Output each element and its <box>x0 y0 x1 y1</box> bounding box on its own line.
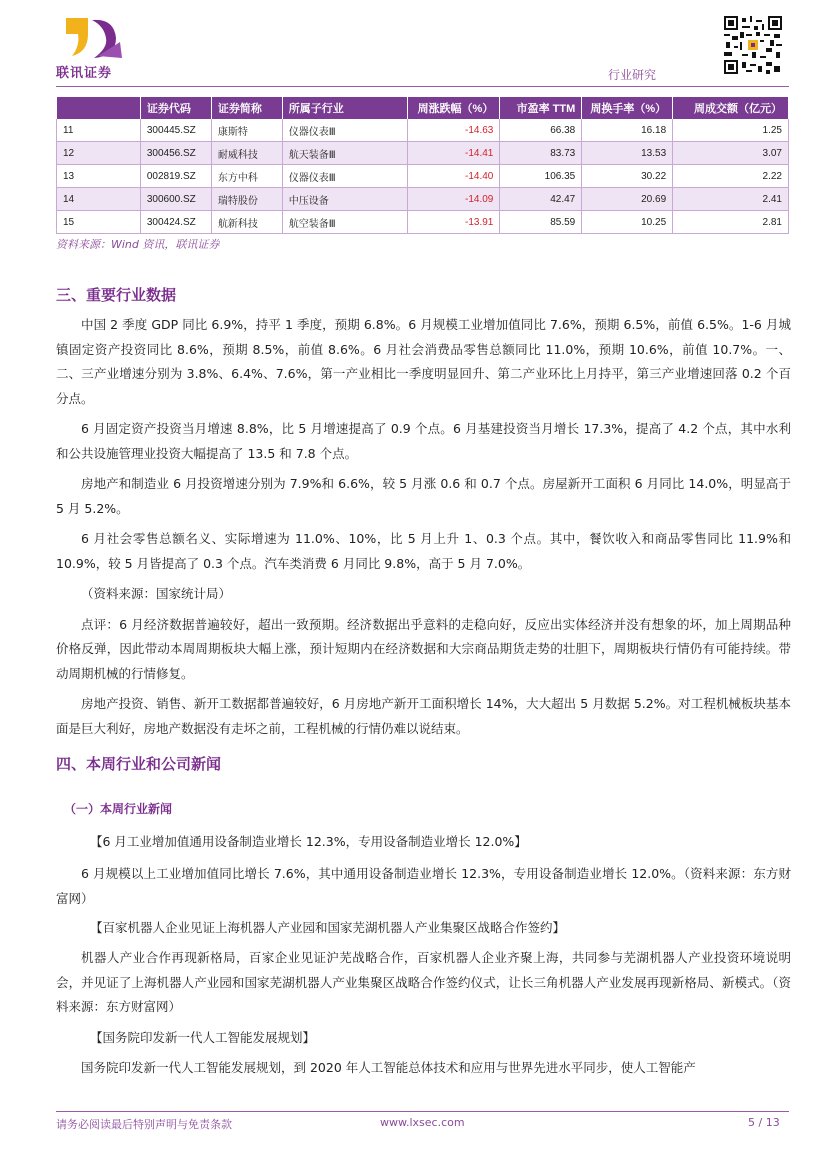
footer-divider <box>56 1111 789 1112</box>
cell-index: 11 <box>57 119 141 142</box>
paragraph: 6 月规模以上工业增加值同比增长 7.6%，其中通用设备制造业增长 12.3%，专用设备制造业增长 12.0%。（资料来源：东方财富网） <box>56 866 791 906</box>
paragraph: 机器人产业合作再现新格局，百家企业见证沪芜战略合作，百家机器人企业齐聚上海，共同参与芜湖机器人产业投资环境说明会，并见证了上海机器人产业园和国家芜湖机器人产业集聚区战略合作签约仪式，让长三角机器人产业发展再现新格局、新模式。（资料来源：东方财富网） <box>56 950 791 1014</box>
cell-pe-ttm: 42.47 <box>500 188 582 211</box>
cell-name: 耐威科技 <box>211 142 282 165</box>
table-row <box>57 211 789 234</box>
cell-code: 002819.SZ <box>140 165 211 188</box>
cell-volume: 3.07 <box>673 142 789 165</box>
cell-turnover: 10.25 <box>582 211 673 234</box>
table-row <box>57 165 789 188</box>
cell-code: 300600.SZ <box>140 188 211 211</box>
col-header-subindustry: 所属子行业 <box>282 97 408 119</box>
stock-table <box>56 97 789 234</box>
source-note: （资料来源：国家统计局） <box>81 586 232 601</box>
cell-name: 航新科技 <box>211 211 282 234</box>
col-header-pe-ttm: 市盈率 TTM <box>500 97 582 119</box>
table-source-note: 资料来源：Wind 资讯，联讯证券 <box>56 238 220 251</box>
cell-subindustry: 仪器仪表Ⅲ <box>282 165 408 188</box>
section-title-industry-data: 三、重要行业数据 <box>56 286 177 304</box>
news-body <box>56 1056 791 1081</box>
paragraph: 点评：6 月经济数据普遍较好，超出一致预期。经济数据出乎意料的走稳向好，反应出实体经济并没有想象的坏，加上周期品种价格反弹，因此带动本周周期板块大幅上涨，预计短期内在经济数据和大宗商品期货走势的壮胆下，周期板块行情仍有可能持续。带动周期机械的行情修复。 <box>56 616 791 681</box>
paragraph: 中国 2 季度 GDP 同比 6.9%，持平 1 季度，预期 6.8%。6 月规模工业增加值同比 7.6%，预期 6.5%，前值 6.5%。1-6 月城镇固定资产投资同比 8.6%，预期 8.5%，前值 8.6%。6 月社会消费品零售总额同比 11.0%，预期 10.6%，前值 10.7%。一、二、三产业增速分别为 3.8%、6.4%、7.6%，第一产业相比一季度明显回升、第二产业环比上月持平，第三产业增速回落 0.2 个百分点。 <box>56 317 791 406</box>
section-industry-data-body <box>56 313 791 741</box>
cell-weekly-change: -13.91 <box>408 211 500 234</box>
news-body <box>56 862 791 911</box>
cell-pe-ttm: 106.35 <box>500 165 582 188</box>
cell-weekly-change: -14.40 <box>408 165 500 188</box>
col-header-weekly-change: 周涨跌幅（%） <box>408 97 500 119</box>
table-header-row <box>57 97 789 119</box>
cell-index: 14 <box>57 188 141 211</box>
news-title: 【6 月工业增加值通用设备制造业增长 12.3%，专用设备制造业增长 12.0%】 <box>90 834 527 849</box>
paragraph: 6 月固定资产投资当月增速 8.8%，比 5 月增速提高了 0.9 个点。6 月基建投资当月增长 17.3%，提高了 4.2 个点，其中水利和公共设施管理业投资大幅提高了 13.5 和 7.8 个点。 <box>56 421 791 461</box>
paragraph: 房地产投资、销售、新开工数据都普遍较好，6 月房地产新开工面积增长 14%，大大超出 5 月数据 5.2%。对工程机械板块基本面是巨大利好，房地产数据没有走坏之前，工程机械的行情仍难以说结束。 <box>56 696 791 736</box>
col-header-turnover: 周换手率（%） <box>582 97 673 119</box>
cell-turnover: 30.22 <box>582 165 673 188</box>
col-header-code: 证券代码 <box>140 97 211 119</box>
report-category: 行业研究 <box>608 68 657 82</box>
header-divider <box>56 86 789 87</box>
cell-code: 300456.SZ <box>140 142 211 165</box>
paragraph: 房地产和制造业 6 月投资增速分别为 7.9%和 6.6%，较 5 月涨 0.6 和 0.7 个点。房屋新开工面积 6 月同比 14.0%，明显高于 5 月 5.2%。 <box>56 476 791 516</box>
table-row <box>57 142 789 165</box>
company-logo <box>58 12 128 62</box>
cell-code: 300424.SZ <box>140 211 211 234</box>
cell-volume: 2.41 <box>673 188 789 211</box>
footer-website-link[interactable]: www.lxsec.com <box>380 1116 465 1129</box>
table-row <box>57 188 789 211</box>
cell-subindustry: 仪器仪表Ⅲ <box>282 119 408 142</box>
cell-weekly-change: -14.63 <box>408 119 500 142</box>
brand-name: 联讯证券 <box>56 66 113 81</box>
cell-pe-ttm: 66.38 <box>500 119 582 142</box>
cell-weekly-change: -14.09 <box>408 188 500 211</box>
cell-pe-ttm: 85.59 <box>500 211 582 234</box>
cell-turnover: 13.53 <box>582 142 673 165</box>
cell-weekly-change: -14.41 <box>408 142 500 165</box>
col-header-index <box>57 97 141 119</box>
cell-subindustry: 中压设备 <box>282 188 408 211</box>
cell-code: 300445.SZ <box>140 119 211 142</box>
cell-subindustry: 航空装备Ⅲ <box>282 211 408 234</box>
paragraph: 国务院印发新一代人工智能发展规划，到 2020 年人工智能总体技术和应用与世界先进水平同步，使人工智能产 <box>81 1060 696 1075</box>
cell-name: 东方中科 <box>211 165 282 188</box>
table-row <box>57 119 789 142</box>
cell-volume: 2.81 <box>673 211 789 234</box>
cell-volume: 2.22 <box>673 165 789 188</box>
cell-turnover: 20.69 <box>582 188 673 211</box>
cell-name: 瑞特股份 <box>211 188 282 211</box>
cell-volume: 1.25 <box>673 119 789 142</box>
cell-subindustry: 航天装备Ⅲ <box>282 142 408 165</box>
cell-index: 12 <box>57 142 141 165</box>
subsection-title-industry-news: （一）本周行业新闻 <box>64 802 173 816</box>
col-header-name: 证券简称 <box>211 97 282 119</box>
news-title: 【国务院印发新一代人工智能发展规划】 <box>90 1030 316 1045</box>
page-number: 5 / 13 <box>748 1116 780 1129</box>
qr-code-icon <box>724 16 782 74</box>
news-body <box>56 946 791 1020</box>
footer-disclaimer-link[interactable]: 请务必阅读最后特别声明与免责条款 <box>56 1118 232 1131</box>
cell-pe-ttm: 83.73 <box>500 142 582 165</box>
news-title: 【百家机器人企业见证上海机器人产业园和国家芜湖机器人产业集聚区战略合作签约】 <box>90 920 566 935</box>
cell-index: 15 <box>57 211 141 234</box>
cell-index: 13 <box>57 165 141 188</box>
section-title-news: 四、本周行业和公司新闻 <box>56 755 222 773</box>
cell-name: 康斯特 <box>211 119 282 142</box>
paragraph: 6 月社会零售总额名义、实际增速为 11.0%、10%，比 5 月上升 1、0.3 个点。其中，餐饮收入和商品零售同比 11.9%和 10.9%，较 5 月皆提高了 0.3 个点。汽车类消费 6 月同比 9.8%，高于 5 月 7.0%。 <box>56 531 791 571</box>
cell-turnover: 16.18 <box>582 119 673 142</box>
col-header-volume: 周成交额（亿元） <box>673 97 789 119</box>
